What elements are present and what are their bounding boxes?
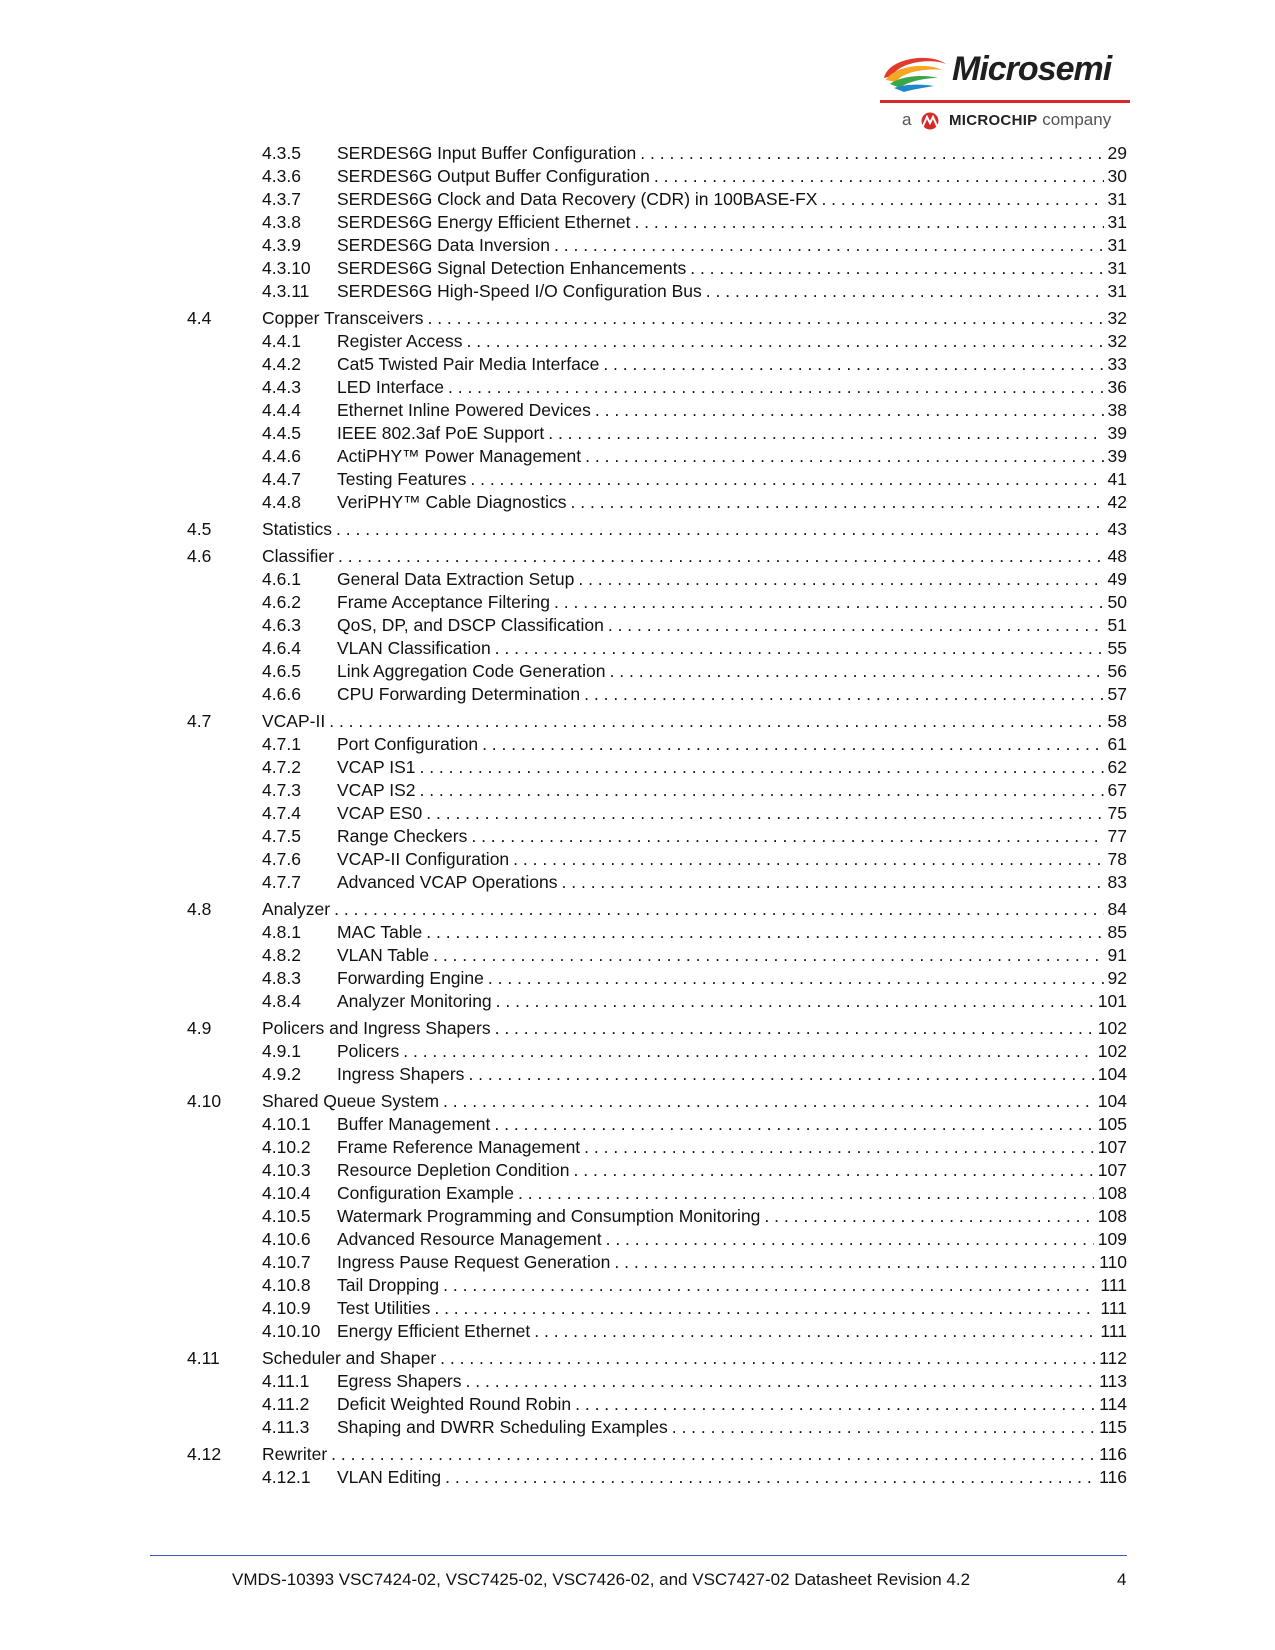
toc-entry-title[interactable]: Tail Dropping xyxy=(337,1275,440,1295)
toc-entry-title[interactable]: Egress Shapers xyxy=(337,1371,462,1391)
toc-subsection-entry[interactable] xyxy=(187,638,1127,661)
toc-entry-number: 4.8.1 xyxy=(262,922,301,942)
toc-subsection-entry[interactable] xyxy=(187,166,1127,189)
toc-entry-number: 4.4.2 xyxy=(262,354,301,374)
toc-entry-title[interactable]: Classifier xyxy=(262,546,334,566)
toc-dot-leader xyxy=(466,331,1103,352)
toc-entry-title[interactable]: QoS, DP, and DSCP Classification xyxy=(337,615,604,635)
logo-wordmark: Microsemi xyxy=(952,50,1112,88)
toc-entry-number: 4.3.10 xyxy=(262,258,311,278)
toc-entry-page[interactable]: 91 xyxy=(1107,945,1127,965)
tagline-suffix: company xyxy=(1042,110,1112,129)
toc-entry-number: 4.4.4 xyxy=(262,400,301,420)
toc-entry-title[interactable]: SERDES6G Signal Detection Enhancements xyxy=(337,258,687,278)
toc-dot-leader xyxy=(419,757,1103,778)
toc-entry-page[interactable]: 101 xyxy=(1097,991,1127,1011)
toc-dot-leader xyxy=(440,1348,1095,1369)
toc-subsection-entry[interactable] xyxy=(187,1206,1127,1229)
toc-entry-title[interactable]: Statistics xyxy=(262,519,333,539)
toc-entry-number: 4.7.1 xyxy=(262,734,301,754)
toc-entry-page[interactable]: 31 xyxy=(1107,189,1127,209)
toc-entry-page[interactable]: 32 xyxy=(1107,308,1127,328)
toc-subsection-entry[interactable] xyxy=(187,849,1127,872)
toc-entry-page[interactable]: 67 xyxy=(1107,780,1127,800)
toc-dot-leader xyxy=(584,684,1103,705)
toc-dot-leader xyxy=(574,1160,1094,1181)
toc-entry-title[interactable]: Port Configuration xyxy=(337,734,479,754)
toc-entry-title[interactable]: SERDES6G Data Inversion xyxy=(337,235,551,255)
toc-entry-title[interactable]: Configuration Example xyxy=(337,1183,515,1203)
toc-entry-page[interactable]: 104 xyxy=(1097,1064,1127,1084)
toc-dot-leader xyxy=(496,991,1094,1012)
toc-entry-title[interactable]: Ingress Shapers xyxy=(337,1064,465,1084)
toc-entry-number: 4.4.1 xyxy=(262,331,301,351)
toc-entry-page[interactable]: 110 xyxy=(1099,1252,1127,1272)
toc-dot-leader xyxy=(471,826,1103,847)
toc-section-entry[interactable] xyxy=(187,546,1127,569)
toc-dot-leader xyxy=(606,1229,1094,1250)
toc-entry-title[interactable]: Advanced VCAP Operations xyxy=(337,872,558,892)
toc-entry-page[interactable]: 38 xyxy=(1107,400,1127,420)
toc-entry-number: 4.3.5 xyxy=(262,143,301,163)
toc-dot-leader xyxy=(706,281,1104,302)
toc-subsection-entry[interactable] xyxy=(187,281,1127,304)
toc-dot-leader xyxy=(595,400,1104,421)
toc-entry-number: 4.9.2 xyxy=(262,1064,301,1084)
toc-section-entry[interactable] xyxy=(187,1091,1127,1114)
toc-entry-number: 4.10.8 xyxy=(262,1275,311,1295)
toc-entry-number: 4.10.10 xyxy=(262,1321,321,1341)
toc-subsection-entry[interactable] xyxy=(187,1321,1127,1344)
toc-entry-page[interactable]: 77 xyxy=(1107,826,1127,846)
toc-entry-number: 4.11 xyxy=(187,1348,220,1368)
toc-dot-leader xyxy=(495,638,1104,659)
toc-entry-title[interactable]: Policers and Ingress Shapers xyxy=(262,1018,491,1038)
toc-dot-leader xyxy=(468,1064,1093,1085)
toc-entry-title[interactable]: Analyzer xyxy=(262,899,331,919)
toc-entry-title[interactable]: Resource Depletion Condition xyxy=(337,1160,570,1180)
toc-dot-leader xyxy=(534,1321,1096,1342)
toc-subsection-entry[interactable] xyxy=(187,569,1127,592)
toc-entry-page[interactable]: 108 xyxy=(1097,1206,1127,1226)
toc-entry-page[interactable]: 30 xyxy=(1107,166,1127,186)
toc-entry-page[interactable]: 49 xyxy=(1107,569,1127,589)
toc-subsection-entry[interactable] xyxy=(187,1041,1127,1064)
toc-entry-title[interactable]: Copper Transceivers xyxy=(262,308,424,328)
toc-entry-number: 4.10.4 xyxy=(262,1183,311,1203)
toc-dot-leader xyxy=(338,546,1104,567)
toc-entry-number: 4.6.6 xyxy=(262,684,301,704)
toc-entry-page[interactable]: 113 xyxy=(1099,1371,1127,1391)
toc-entry-number: 4.11.2 xyxy=(262,1394,310,1414)
toc-entry-page[interactable]: 111 xyxy=(1100,1275,1127,1295)
toc-entry-number: 4.12 xyxy=(187,1444,222,1464)
tagline-brand: MICROCHIP xyxy=(948,112,1038,129)
footer-divider xyxy=(150,1555,1127,1556)
toc-subsection-entry[interactable] xyxy=(187,803,1127,826)
toc-subsection-entry[interactable] xyxy=(187,1229,1127,1252)
toc-dot-leader xyxy=(608,615,1104,636)
toc-entry-number: 4.3.9 xyxy=(262,235,301,255)
toc-dot-leader xyxy=(470,469,1103,490)
toc-dot-leader xyxy=(495,1018,1094,1039)
toc-subsection-entry[interactable] xyxy=(187,968,1127,991)
toc-dot-leader xyxy=(578,569,1103,590)
toc-entry-page[interactable]: 43 xyxy=(1107,519,1127,539)
toc-entry-page[interactable]: 107 xyxy=(1097,1160,1127,1180)
toc-entry-page[interactable]: 114 xyxy=(1099,1394,1127,1414)
toc-dot-leader xyxy=(427,308,1103,329)
toc-dot-leader xyxy=(494,1114,1093,1135)
toc-entry-number: 4.11.1 xyxy=(262,1371,310,1391)
toc-subsection-entry[interactable] xyxy=(187,1467,1127,1490)
toc-dot-leader xyxy=(518,1183,1094,1204)
toc-entry-page[interactable]: 42 xyxy=(1107,492,1127,512)
toc-subsection-entry[interactable] xyxy=(187,757,1127,780)
toc-entry-title[interactable]: ActiPHY™ Power Management xyxy=(337,446,582,466)
toc-dot-leader xyxy=(433,945,1103,966)
toc-dot-leader xyxy=(562,872,1104,893)
toc-section-entry[interactable] xyxy=(187,308,1127,331)
toc-entry-number: 4.7.2 xyxy=(262,757,301,777)
toc-section-entry[interactable] xyxy=(187,899,1127,922)
toc-entry-page[interactable]: 57 xyxy=(1107,684,1127,704)
toc-dot-leader xyxy=(821,189,1103,210)
toc-subsection-entry[interactable] xyxy=(187,235,1127,258)
toc-entry-page[interactable]: 112 xyxy=(1099,1348,1127,1368)
toc-entry-title[interactable]: VLAN Classification xyxy=(337,638,491,658)
toc-entry-page[interactable]: 84 xyxy=(1107,899,1127,919)
toc-entry-page[interactable]: 62 xyxy=(1107,757,1127,777)
toc-dot-leader xyxy=(634,212,1103,233)
toc-dot-leader xyxy=(434,1298,1096,1319)
toc-dot-leader xyxy=(331,1444,1095,1465)
toc-dot-leader xyxy=(336,519,1104,540)
toc-dot-leader xyxy=(672,1417,1095,1438)
toc-entry-title[interactable]: Link Aggregation Code Generation xyxy=(337,661,606,681)
toc-entry-title[interactable]: General Data Extraction Setup xyxy=(337,569,575,589)
toc-dot-leader xyxy=(610,661,1104,682)
toc-subsection-entry[interactable] xyxy=(187,872,1127,895)
logo-tagline xyxy=(902,110,1111,130)
toc-section-entry[interactable] xyxy=(187,1444,1127,1467)
toc-entry-number: 4.12.1 xyxy=(262,1467,311,1487)
toc-entry-title[interactable]: IEEE 802.3af PoE Support xyxy=(337,423,545,443)
toc-subsection-entry[interactable] xyxy=(187,400,1127,423)
toc-entry-title[interactable]: LED Interface xyxy=(337,377,444,397)
toc-dot-leader xyxy=(466,1371,1096,1392)
toc-entry-number: 4.5 xyxy=(187,519,212,539)
toc-entry-title[interactable]: SERDES6G Energy Efficient Ethernet xyxy=(337,212,631,232)
toc-dot-leader xyxy=(575,1394,1095,1415)
toc-entry-title[interactable]: SERDES6G Output Buffer Configuration xyxy=(337,166,650,186)
toc-entry-number: 4.4.8 xyxy=(262,492,301,512)
toc-entry-title[interactable]: VLAN Editing xyxy=(337,1467,442,1487)
toc-section-entry[interactable] xyxy=(187,711,1127,734)
toc-entry-page[interactable]: 51 xyxy=(1107,615,1127,635)
toc-entry-page[interactable]: 102 xyxy=(1097,1018,1127,1038)
toc-subsection-entry[interactable] xyxy=(187,1183,1127,1206)
toc-entry-title[interactable]: SERDES6G Input Buffer Configuration xyxy=(337,143,637,163)
toc-entry-page[interactable]: 105 xyxy=(1097,1114,1127,1134)
toc-dot-leader xyxy=(426,803,1103,824)
toc-dot-leader xyxy=(426,922,1103,943)
toc-entry-number: 4.7.4 xyxy=(262,803,301,823)
microsemi-logo xyxy=(880,50,1130,140)
toc-entry-title[interactable]: Ingress Pause Request Generation xyxy=(337,1252,611,1272)
toc-entry-number: 4.10.9 xyxy=(262,1298,311,1318)
toc-subsection-entry[interactable] xyxy=(187,1371,1127,1394)
toc-entry-page[interactable]: 102 xyxy=(1097,1041,1127,1061)
toc-dot-leader xyxy=(513,849,1103,870)
toc-subsection-entry[interactable] xyxy=(187,377,1127,400)
footer-document-title: VMDS-10393 VSC7424-02, VSC7425-02, VSC7426-02, and VSC7427-02 Datasheet Revision 4.2 xyxy=(232,1570,971,1589)
toc-dot-leader xyxy=(329,711,1103,732)
toc-entry-number: 4.4.7 xyxy=(262,469,301,489)
toc-entry-title[interactable]: Forwarding Engine xyxy=(337,968,484,988)
toc-dot-leader xyxy=(571,492,1104,513)
toc-entry-title[interactable]: Scheduler and Shaper xyxy=(262,1348,437,1368)
toc-entry-page[interactable]: 109 xyxy=(1097,1229,1127,1249)
toc-entry-page[interactable]: 36 xyxy=(1107,377,1127,397)
toc-entry-page[interactable]: 39 xyxy=(1107,423,1127,443)
toc-entry-page[interactable]: 56 xyxy=(1107,661,1127,681)
toc-entry-number: 4.6 xyxy=(187,546,212,566)
toc-entry-number: 4.6.4 xyxy=(262,638,301,658)
toc-dot-leader xyxy=(654,166,1104,187)
toc-entry-number: 4.3.8 xyxy=(262,212,301,232)
toc-entry-page[interactable]: 115 xyxy=(1099,1417,1127,1437)
toc-entry-title[interactable]: Rewriter xyxy=(262,1444,328,1464)
toc-entry-title[interactable]: VeriPHY™ Cable Diagnostics xyxy=(337,492,567,512)
toc-entry-page[interactable]: 33 xyxy=(1107,354,1127,374)
toc-subsection-entry[interactable] xyxy=(187,684,1127,707)
toc-entry-page[interactable]: 116 xyxy=(1099,1467,1127,1487)
toc-entry-title[interactable]: Register Access xyxy=(337,331,463,351)
toc-entry-number: 4.4 xyxy=(187,308,212,328)
toc-entry-title[interactable]: Policers xyxy=(337,1041,400,1061)
toc-dot-leader xyxy=(764,1206,1093,1227)
toc-entry-page[interactable]: 85 xyxy=(1107,922,1127,942)
toc-entry-number: 4.6.5 xyxy=(262,661,301,681)
toc-entry-page[interactable]: 92 xyxy=(1107,968,1127,988)
toc-entry-number: 4.8 xyxy=(187,899,212,919)
toc-dot-leader xyxy=(603,354,1103,375)
toc-entry-title[interactable]: Range Checkers xyxy=(337,826,468,846)
toc-section-entry[interactable] xyxy=(187,1018,1127,1041)
toc-dot-leader xyxy=(690,258,1103,279)
toc-subsection-entry[interactable] xyxy=(187,1275,1127,1298)
toc-subsection-entry[interactable] xyxy=(187,922,1127,945)
toc-entry-number: 4.4.6 xyxy=(262,446,301,466)
toc-entry-page[interactable]: 61 xyxy=(1107,734,1127,754)
toc-entry-number: 4.10.6 xyxy=(262,1229,311,1249)
toc-entry-number: 4.7.6 xyxy=(262,849,301,869)
toc-entry-title[interactable]: Shaping and DWRR Scheduling Examples xyxy=(337,1417,668,1437)
toc-entry-title[interactable]: Analyzer Monitoring xyxy=(337,991,492,1011)
toc-subsection-entry[interactable] xyxy=(187,826,1127,849)
toc-subsection-entry[interactable] xyxy=(187,331,1127,354)
toc-entry-title[interactable]: SERDES6G High-Speed I/O Configuration Bus xyxy=(337,281,702,301)
toc-entry-number: 4.10.5 xyxy=(262,1206,311,1226)
toc-subsection-entry[interactable] xyxy=(187,423,1127,446)
toc-entry-title[interactable]: Cat5 Twisted Pair Media Interface xyxy=(337,354,600,374)
toc-dot-leader xyxy=(403,1041,1094,1062)
toc-entry-number: 4.3.11 xyxy=(262,281,310,301)
toc-subsection-entry[interactable] xyxy=(187,661,1127,684)
toc-entry-title[interactable]: Testing Features xyxy=(337,469,467,489)
toc-entry-title[interactable]: Shared Queue System xyxy=(262,1091,440,1111)
toc-entry-number: 4.8.4 xyxy=(262,991,301,1011)
toc-entry-title[interactable]: MAC Table xyxy=(337,922,423,942)
toc-section-entry[interactable] xyxy=(187,1348,1127,1371)
toc-entry-page[interactable]: 32 xyxy=(1107,331,1127,351)
toc-dot-leader xyxy=(482,734,1103,755)
toc-entry-page[interactable]: 104 xyxy=(1097,1091,1127,1111)
toc-entry-title[interactable]: VCAP ES0 xyxy=(337,803,423,823)
toc-entry-number: 4.10.2 xyxy=(262,1137,311,1157)
toc-subsection-entry[interactable] xyxy=(187,143,1127,166)
toc-entry-page[interactable]: 108 xyxy=(1097,1183,1127,1203)
toc-dot-leader xyxy=(554,592,1104,613)
toc-entry-page[interactable]: 31 xyxy=(1107,235,1127,255)
toc-dot-leader xyxy=(443,1091,1094,1112)
table-of-contents xyxy=(187,143,1127,1490)
toc-entry-page[interactable]: 75 xyxy=(1107,803,1127,823)
toc-entry-number: 4.8.2 xyxy=(262,945,301,965)
toc-subsection-entry[interactable] xyxy=(187,1137,1127,1160)
toc-entry-number: 4.10.3 xyxy=(262,1160,311,1180)
toc-entry-number: 4.11.3 xyxy=(262,1417,310,1437)
toc-dot-leader xyxy=(488,968,1104,989)
toc-entry-title[interactable]: VCAP-II Configuration xyxy=(337,849,510,869)
toc-entry-title[interactable]: VLAN Table xyxy=(337,945,430,965)
toc-dot-leader xyxy=(419,780,1103,801)
toc-entry-page[interactable]: 111 xyxy=(1100,1298,1127,1318)
toc-entry-page[interactable]: 29 xyxy=(1107,143,1127,163)
toc-entry-title[interactable]: Frame Acceptance Filtering xyxy=(337,592,551,612)
toc-entry-title[interactable]: Deficit Weighted Round Robin xyxy=(337,1394,572,1414)
toc-subsection-entry[interactable] xyxy=(187,1394,1127,1417)
toc-subsection-entry[interactable] xyxy=(187,258,1127,281)
toc-entry-number: 4.10.7 xyxy=(262,1252,311,1272)
toc-entry-title[interactable]: CPU Forwarding Determination xyxy=(337,684,581,704)
toc-entry-number: 4.10.1 xyxy=(262,1114,311,1134)
logo-rule xyxy=(880,100,1130,103)
toc-dot-leader xyxy=(584,1137,1094,1158)
toc-subsection-entry[interactable] xyxy=(187,1298,1127,1321)
toc-subsection-entry[interactable] xyxy=(187,1417,1127,1440)
toc-subsection-entry[interactable] xyxy=(187,469,1127,492)
toc-entry-number: 4.7.3 xyxy=(262,780,301,800)
toc-subsection-entry[interactable] xyxy=(187,1114,1127,1137)
toc-entry-title[interactable]: SERDES6G Clock and Data Recovery (CDR) in 100BASE-FX xyxy=(337,189,818,209)
toc-entry-page[interactable]: 50 xyxy=(1107,592,1127,612)
toc-subsection-entry[interactable] xyxy=(187,492,1127,515)
tagline-prefix: a xyxy=(902,110,912,129)
toc-entry-page[interactable]: 48 xyxy=(1107,546,1127,566)
toc-dot-leader xyxy=(548,423,1103,444)
toc-entry-number: 4.9 xyxy=(187,1018,212,1038)
toc-entry-number: 4.3.6 xyxy=(262,166,301,186)
microsemi-swoosh-icon xyxy=(880,50,950,94)
toc-subsection-entry[interactable] xyxy=(187,780,1127,803)
toc-subsection-entry[interactable] xyxy=(187,212,1127,235)
toc-entry-page[interactable]: 83 xyxy=(1107,872,1127,892)
toc-subsection-entry[interactable] xyxy=(187,615,1127,638)
toc-entry-number: 4.6.2 xyxy=(262,592,301,612)
toc-entry-number: 4.4.5 xyxy=(262,423,301,443)
toc-section-entry[interactable] xyxy=(187,519,1127,542)
toc-entry-title[interactable]: Buffer Management xyxy=(337,1114,491,1134)
toc-entry-page[interactable]: 31 xyxy=(1107,258,1127,278)
toc-entry-title[interactable]: VCAP IS1 xyxy=(337,757,416,777)
toc-subsection-entry[interactable] xyxy=(187,734,1127,757)
toc-entry-number: 4.7.7 xyxy=(262,872,301,892)
toc-entry-title[interactable]: Test Utilities xyxy=(337,1298,431,1318)
toc-entry-title[interactable]: Energy Efficient Ethernet xyxy=(337,1321,531,1341)
toc-entry-title[interactable]: Frame Reference Management xyxy=(337,1137,581,1157)
toc-entry-page[interactable]: 31 xyxy=(1107,281,1127,301)
toc-dot-leader xyxy=(614,1252,1095,1273)
toc-subsection-entry[interactable] xyxy=(187,189,1127,212)
toc-subsection-entry[interactable] xyxy=(187,1252,1127,1275)
toc-entry-page[interactable]: 55 xyxy=(1107,638,1127,658)
toc-entry-number: 4.4.3 xyxy=(262,377,301,397)
toc-subsection-entry[interactable] xyxy=(187,991,1127,1014)
toc-entry-number: 4.9.1 xyxy=(262,1041,301,1061)
toc-dot-leader xyxy=(445,1467,1095,1488)
toc-entry-title[interactable]: VCAP IS2 xyxy=(337,780,416,800)
toc-entry-number: 4.6.1 xyxy=(262,569,301,589)
toc-entry-page[interactable]: 111 xyxy=(1100,1321,1127,1341)
footer-page-number: 4 xyxy=(1117,1570,1127,1589)
toc-entry-number: 4.7.5 xyxy=(262,826,301,846)
toc-entry-page[interactable]: 116 xyxy=(1099,1444,1127,1464)
toc-entry-number: 4.7 xyxy=(187,711,212,731)
toc-entry-page[interactable]: 31 xyxy=(1107,212,1127,232)
toc-entry-page[interactable]: 41 xyxy=(1107,469,1127,489)
toc-entry-number: 4.10 xyxy=(187,1091,222,1111)
toc-subsection-entry[interactable] xyxy=(187,1160,1127,1183)
toc-entry-number: 4.6.3 xyxy=(262,615,301,635)
toc-subsection-entry[interactable] xyxy=(187,446,1127,469)
toc-entry-page[interactable]: 107 xyxy=(1097,1137,1127,1157)
toc-subsection-entry[interactable] xyxy=(187,354,1127,377)
toc-entry-title[interactable]: Advanced Resource Management xyxy=(337,1229,602,1249)
toc-entry-title[interactable]: VCAP-II xyxy=(262,711,326,731)
toc-entry-page[interactable]: 78 xyxy=(1107,849,1127,869)
toc-entry-number: 4.3.7 xyxy=(262,189,301,209)
toc-entry-number: 4.8.3 xyxy=(262,968,301,988)
toc-entry-page[interactable]: 58 xyxy=(1107,711,1127,731)
toc-subsection-entry[interactable] xyxy=(187,945,1127,968)
microchip-logo-icon xyxy=(919,112,941,130)
toc-dot-leader xyxy=(443,1275,1096,1296)
toc-dot-leader xyxy=(640,143,1103,164)
toc-dot-leader xyxy=(334,899,1103,920)
toc-entry-title[interactable]: Watermark Programming and Consumption Monitoring xyxy=(337,1206,761,1226)
toc-dot-leader xyxy=(585,446,1103,467)
toc-subsection-entry[interactable] xyxy=(187,592,1127,615)
toc-entry-page[interactable]: 39 xyxy=(1107,446,1127,466)
toc-dot-leader xyxy=(554,235,1104,256)
toc-entry-title[interactable]: Ethernet Inline Powered Devices xyxy=(337,400,591,420)
toc-subsection-entry[interactable] xyxy=(187,1064,1127,1087)
toc-dot-leader xyxy=(448,377,1104,398)
